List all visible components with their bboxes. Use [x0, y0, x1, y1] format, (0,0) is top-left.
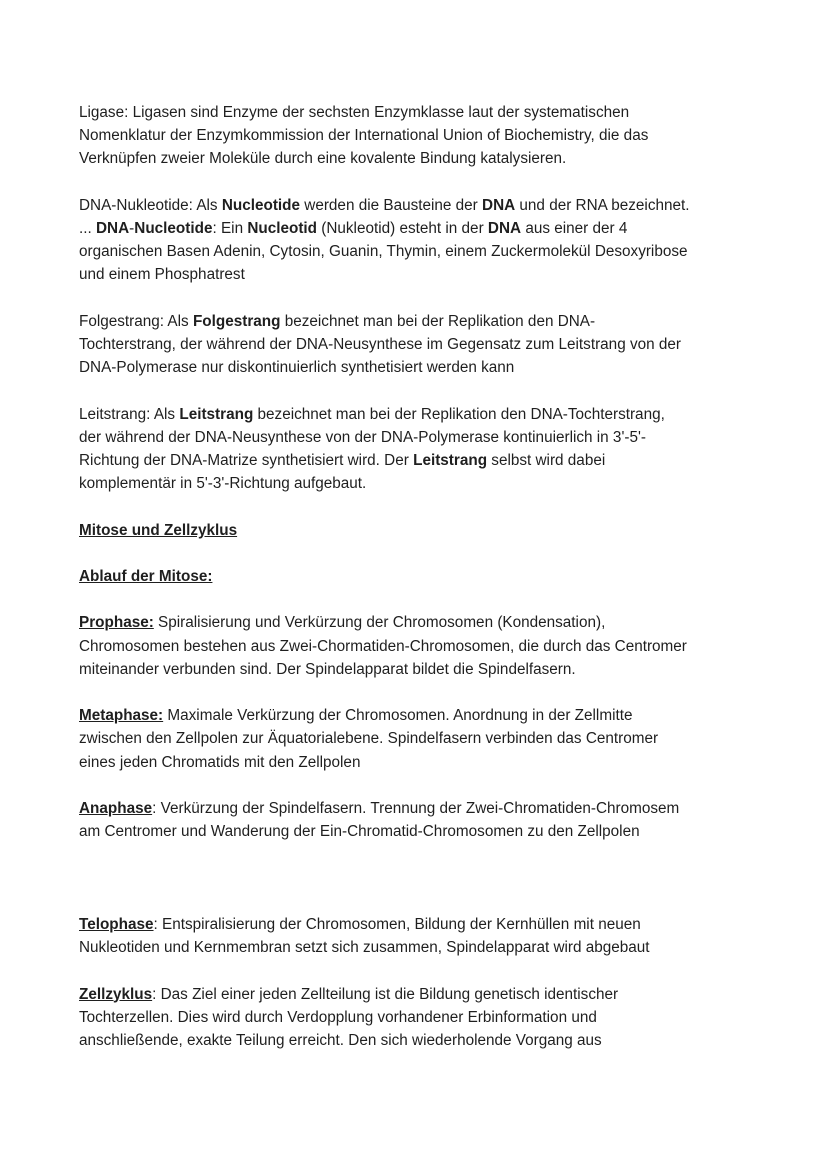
ligase-line-1: Ligase: Ligasen sind Enzyme der sechsten Enzymklasse laut der systematischen — [79, 104, 630, 121]
leitstrang-line-2: der während der DNA-Neusynthese von der DNA-Polymerase kontinuierlich in 3'-5'- — [79, 428, 646, 446]
leitstrang-line-4: komplementär in 5'-3'-Richtung aufgebaut. — [79, 475, 367, 493]
bold-term: Nucleotid — [247, 220, 318, 237]
metaphase-line-3: eines jeden Chromatids mit den Zellpolen — [79, 753, 361, 771]
paragraph-anaphase — [79, 797, 759, 843]
document-page — [79, 101, 759, 1075]
prophase-line-1 — [79, 611, 759, 634]
paragraph-folgestrang — [79, 310, 759, 380]
paragraph-prophase — [79, 611, 759, 681]
paragraph-telophase — [79, 913, 759, 959]
bold-term: Leitstrang — [413, 452, 488, 469]
text-run: und der RNA bezeichnet. — [515, 196, 690, 214]
bold-term: DNA — [96, 220, 130, 237]
folgestrang-line-2: Tochterstrang, der während der DNA-Neusynthese im Gegensatz zum Leitstrang von der — [79, 336, 681, 353]
ligase-line-3: Verknüpfen zweier Moleküle durch eine kovalente Bindung katalysieren. — [79, 150, 567, 168]
text-run: aus einer der 4 — [521, 220, 628, 237]
paragraph-ligase — [79, 101, 759, 171]
text-run: Folgestrang: Als — [79, 312, 193, 330]
bold-term: Nucleotide — [134, 220, 213, 237]
metaphase-line-2: zwischen den Zellpolen zur Äquatorialebene. Spindelfasern verbinden das Centromer — [79, 730, 659, 748]
leitstrang-line-3 — [79, 449, 759, 472]
text-run: (Nukleotid) esteht in der — [317, 220, 488, 237]
bold-term: Folgestrang — [192, 312, 281, 330]
text-run: : Das Ziel einer jeden Zellteilung ist die Bildung genetisch identischer — [152, 985, 619, 1003]
text-run: werden die Bausteine der — [300, 196, 483, 214]
heading-mitose-zellzyklus: Mitose und Zellzyklus — [79, 521, 238, 539]
paragraph-nukleotide — [79, 194, 759, 287]
bold-term: DNA — [482, 196, 516, 214]
text-run: DNA-Nukleotide: Als — [79, 196, 222, 214]
anaphase-line-2: am Centromer und Wanderung der Ein-Chromatid-Chromosomen zu den Zellpolen — [79, 823, 640, 841]
phase-label: Zellzyklus — [79, 985, 153, 1003]
bold-term: Nucleotide — [221, 196, 301, 214]
nukleotide-line-1 — [79, 194, 759, 217]
folgestrang-line-3: DNA-Polymerase nur diskontinuierlich synthetisiert werden kann — [79, 359, 515, 377]
ligase-line-2: Nomenklatur der Enzymkommission der International Union of Biochemistry, die das — [79, 127, 649, 145]
folgestrang-line-1 — [79, 310, 759, 333]
telophase-line-2: Nukleotiden und Kernmembran setzt sich zusammen, Spindelapparat wird abgebaut — [79, 939, 650, 957]
prophase-line-2: Chromosomen bestehen aus Zwei-Chormatiden-Chromosomen, die durch das Centromer — [79, 637, 687, 655]
nukleotide-line-2 — [79, 217, 759, 240]
text-run: ... — [79, 220, 96, 237]
text-run: selbst wird dabei — [487, 452, 606, 469]
bold-term: DNA — [487, 220, 522, 237]
zellzyklus-line-2: Tochterzellen. Dies wird durch Verdopplung vorhandener Erbinformation und — [79, 1008, 597, 1026]
text-run: Leitstrang: Als — [79, 405, 180, 423]
telophase-line-1 — [79, 913, 759, 936]
anaphase-line-1 — [79, 797, 759, 820]
text-run: : Entspiralisierung der Chromosomen, Bildung der Kernhüllen mit neuen — [153, 915, 641, 933]
paragraph-leitstrang — [79, 403, 759, 496]
text-run: bezeichnet man bei der Replikation den DNA-Tochterstrang, — [253, 405, 665, 423]
prophase-line-3: miteinander verbunden sind. Der Spindelapparat bildet die Spindelfasern. — [79, 660, 576, 678]
phase-label: Prophase: — [79, 614, 154, 632]
leitstrang-line-1 — [79, 403, 759, 426]
bold-term: Leitstrang — [179, 405, 254, 423]
phase-label: Telophase — [79, 915, 154, 933]
heading-ablauf-mitose: Ablauf der Mitose: — [79, 567, 213, 585]
text-run: : Ein — [212, 220, 248, 237]
phase-label: Metaphase: — [79, 707, 164, 725]
zellzyklus-line-3: anschließende, exakte Teilung erreicht. Den sich wiederholende Vorgang aus — [79, 1031, 602, 1049]
metaphase-line-1 — [79, 704, 759, 727]
text-run: Maximale Verkürzung der Chromosomen. Anordnung in der Zellmitte — [163, 707, 633, 725]
text-run: Spiralisierung und Verkürzung der Chromosomen (Kondensation), — [153, 614, 606, 632]
text-run: Richtung der DNA-Matrize synthetisiert wird. Der — [79, 452, 414, 469]
text-run: : Verkürzung der Spindelfasern. Trennung der Zwei-Chromatiden-Chromosem — [152, 799, 680, 817]
nukleotide-line-3: organischen Basen Adenin, Cytosin, Guanin, Thymin, einem Zuckermolekül Desoxyribose — [79, 243, 688, 261]
blank-space — [79, 867, 759, 913]
zellzyklus-line-1 — [79, 983, 759, 1006]
nukleotide-line-4: und einem Phosphatrest — [79, 266, 245, 284]
paragraph-zellzyklus — [79, 983, 759, 1053]
paragraph-metaphase — [79, 704, 759, 774]
text-run: - — [129, 220, 135, 237]
phase-label: Anaphase — [79, 799, 153, 817]
text-run: bezeichnet man bei der Replikation den DNA- — [280, 312, 596, 330]
